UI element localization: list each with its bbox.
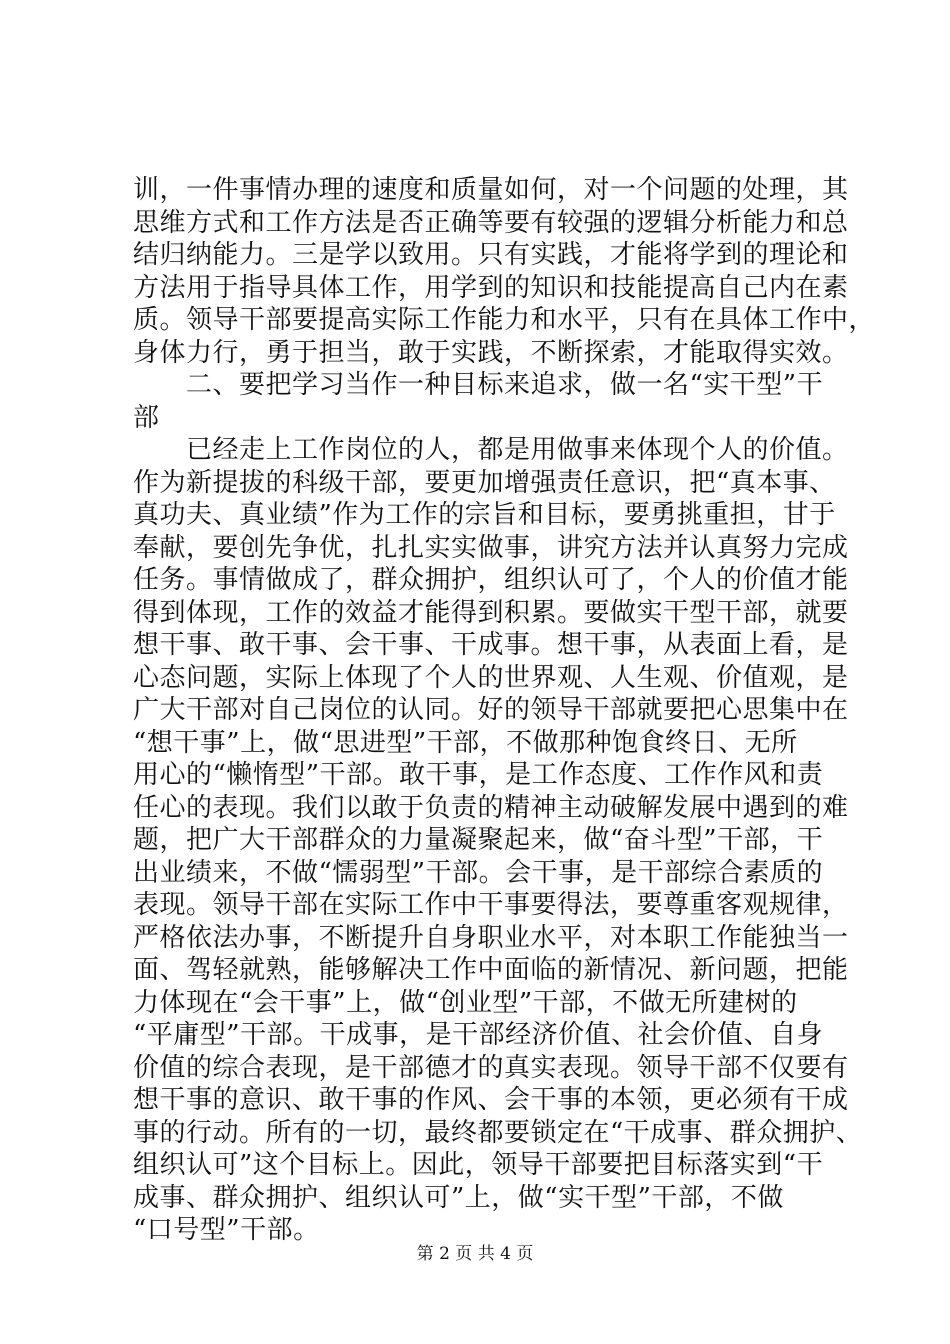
text-line: 质。领导干部要提高实际工作能力和水平，只有在具体工作中，: [133, 305, 876, 335]
text-line: 训，一件事情办理的速度和质量如何，对一个问题的处理，其: [133, 175, 849, 205]
page-footer: 第 2 页 共 4 页: [416, 1244, 534, 1264]
text-line: “口号型”干部。: [133, 1215, 320, 1245]
text-line: 作为新提拔的科级干部，要更加增强责任意识，把“真本事、: [133, 467, 836, 498]
text-line: 表现。领导干部在实际工作中干事要得法，要尊重客观规律，: [133, 890, 849, 920]
text-line: 任务。事情做成了，群众拥护，组织认可了，个人的价值才能: [133, 565, 849, 595]
text-line: 成事、群众拥护、组织认可”上，做“实干型”干部，不做: [133, 1182, 784, 1213]
text-line: 奉献，要创先争优，扎扎实实做事，讲究方法并认真努力完成: [133, 532, 849, 563]
text-line: 心态问题，实际上体现了个人的世界观、人生观、价值观，是: [133, 662, 849, 693]
text-line: 已经走上工作岗位的人，都是用做事来体现个人的价值。: [133, 435, 849, 465]
text-line: 任心的表现。我们以敢于负责的精神主动破解发展中遇到的难: [133, 792, 849, 823]
text-line: 出业绩来，不做“懦弱型”干部。会干事，是干部综合素质的: [133, 857, 824, 888]
text-line: 用心的“懒惰型”干部。敢干事，是工作态度、工作作风和责: [133, 760, 824, 790]
text-line: 部: [133, 402, 160, 433]
text-line: 想干事的意识、敢干事的作风、会干事的本领，更必须有干成: [133, 1085, 849, 1115]
text-line: “平庸型”干部。干成事，是干部经济价值、社会价值、自身: [133, 1020, 824, 1050]
text-line: 二、要把学习当作一种目标来追求，做一名“实干型”干: [133, 370, 824, 400]
text-line: 事的行动。所有的一切，最终都要锁定在“干成事、群众拥护、: [133, 1117, 863, 1148]
text-line: 真功夫、真业绩”作为工作的宗旨和目标，要勇挑重担，甘于: [133, 500, 836, 530]
text-line: 价值的综合表现，是干部德才的真实表现。领导干部不仅要有: [133, 1052, 849, 1083]
text-line: “想干事”上，做“思进型”干部，不做那种饱食终日、无所: [133, 727, 798, 758]
text-line: 面、驾轻就熟，能够解决工作中面临的新情况、新问题，把能: [133, 955, 849, 985]
text-line: 思维方式和工作方法是否正确等要有较强的逻辑分析能力和总: [133, 207, 849, 238]
text-line: 力体现在“会干事”上，做“创业型”干部，不做无所建树的: [133, 987, 798, 1018]
text-line: 严格依法办事，不断提升自身职业水平，对本职工作能独当一: [133, 922, 849, 953]
text-line: 广大干部对自己岗位的认同。好的领导干部就要把心思集中在: [133, 695, 849, 725]
text-line: 组织认可”这个目标上。因此，领导干部要把目标落实到“干: [133, 1150, 824, 1180]
text-line: 得到体现，工作的效益才能得到积累。要做实干型干部，就要: [133, 597, 849, 628]
text-line: 题，把广大干部群众的力量凝聚起来，做“奋斗型”干部，干: [133, 825, 824, 855]
text-line: 结归纳能力。三是学以致用。只有实践，才能将学到的理论和: [133, 240, 849, 270]
text-line: 身体力行，勇于担当，敢于实践，不断探索，才能取得实效。: [133, 337, 849, 368]
body-text: [133, 174, 876, 1247]
text-line: 想干事、敢干事、会干事、干成事。想干事，从表面上看，是: [133, 630, 849, 660]
text-line: 方法用于指导具体工作，用学到的知识和技能提高自己内在素: [133, 272, 849, 303]
